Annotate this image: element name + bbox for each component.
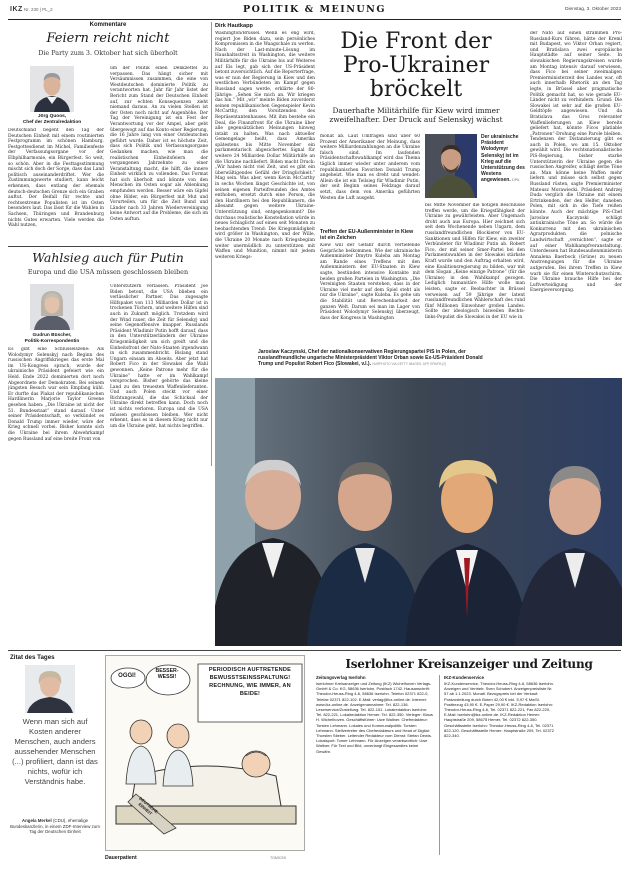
main-text-col4: der Nato auf einen strammen Pro-Russland-Kurs führen, hätte der Kreml mit Budapest, wo Viktor Orban regiert, und Bratislava zwei europäische Hauptstädte auf seiner Seite. In slowakischen Regierungskreisen wurde am Montag intensiv darauf verwiesen, dass Fico bei seiner zweimaligen Premierministerzeit des Landes war, oft auch innerhalb Rhetorik an den Tag legte, in Brüssel aber pragmatische Politik gemacht hat, so wie gerade EU-Länder nicht zu verhindern. Grund: Die Slowakei ist sehr auf die großen EU-Geldtöpfe angewiesen. Und da Bratislava das Gros relevanter Waffenlieferungen an Kiew bereits geliefert hat, könnte Ficos platiable „Patronen“-Drohung eine Parole bleiben. Tendenzen der Distanzierung gibt es auch in Polen, wo am 15. Oktober gewählt wird. Die rechtsnationalistische PiS-Regierung, bisher starke Unterstützerin der Ukraine gegen die russischen Angreifer, schlägt derbe Töne an. Man könne keine Waffen mehr liefern und müsse sich selbst gegen Russland rüsten, sagte Premierminister Mateusz Morawiecki. Präsident Andrzej Duda verglich die Ukraine mit einem Ertrinkenden, der den Helfer, daneben Polen, mit sich in die Tiefe reißen könnte. Auch der mächtige PiS-Chef Jaroslaw Kaczynski schlägt antiukrainische Töne an. So würde die Konkurrenz mit den ukrainischen Agrarprodukten die polnische Landwirtschaft „vernichten“, sagte er auf einer Wahlkampfveranstaltung. Unterdessen hat Bundesaußenministerin Annalena Baerbock (Grüne) zu neuen Anstrengungen für die Ukraine aufgerufen. Bei ihrem Treffen in Kiew warb sie für einen Winterschutzschirm. Die Ukraine brauche Hilfe bei der Luftverteidigung und der Energieversorgung. bbox=[530, 31, 622, 294]
main-headline: Die Front der Pro-Ukrainer bröckelt bbox=[340, 29, 492, 102]
merkel-portrait bbox=[25, 665, 75, 713]
zitat-role: (CDU), ehemalige Bundeskanzlerin, in einem ZDF-Interview zum Tag der Deutschen Einheit bbox=[10, 818, 100, 835]
cartoon-bubble-oggi: OGGI! bbox=[118, 673, 136, 679]
kommentar2-headline: Wahlsieg auch für Putin bbox=[32, 250, 184, 265]
cartoon-bubble-wessi: BESSER-WESSI! bbox=[155, 668, 179, 681]
main-byline: Dirk Hautkapp bbox=[215, 23, 253, 29]
author-role-buescher: Politik-Korrespondentin bbox=[24, 339, 80, 344]
main-text-col3: bis Mitte November die nötigen Beschlüsse treffen werde, um die Kriegsfähigkeit der Ukraine zu gewährleisten. Aber Ungemach droht auch aus Europa. Hier zeichnet sich seit dem Wochenende neben Ungarn, dem russlandfreundlichen Blockierer von EU-Sanktionen und Hilfen für Kiew, ein zweiter Verbündeter für Wladimir Putin ab. Robert Fico, der mit seiner Smer-Partei bei den Parlamentswahlen in der Slowakei stärkste Kraft wurde und den Auftrag erhalten wird, eine Koalitionsregierung zu bilden, war mit dem Slogan „Keine einzige Patrone“ (für die Ukraine) in den Wahlkampf gezogen. Lediglich humanitäre Hilfe wolle man leisten, sagte er. Beobachter in Brüssel verweisen auf 59 Jährige der latent russlandfreundlichen Wählerschaft des rund fünf Millionen Einwohner großen Landes. Sollte der ideologisch bisweilen Rechts-links-Populist die Slowakei in der EU wie in bbox=[425, 203, 525, 320]
kommentar-headline: Feiern reicht nicht bbox=[46, 31, 170, 46]
cartoon-bed-text: DEUTSCHE EINHEIT bbox=[137, 795, 160, 817]
kommentar-kicker: Kommentare bbox=[89, 22, 127, 28]
issue-number: Nr. 230 | PL_2 bbox=[24, 7, 53, 12]
zitat-name: Angela Merkel bbox=[21, 818, 52, 823]
impressum-col1-title: Zeitungsverlag Iserlohn bbox=[316, 675, 366, 680]
zitat-quote: Wenn man sich auf Kosten anderer Menschen, auch anders aussehender Menschen (...) profiliert, dann ist das nichts, wofür ich Verständnis habe. bbox=[12, 717, 98, 786]
zitat-kicker: Zitat des Tages bbox=[10, 654, 55, 661]
cartoon-banner-text: PERIODISCH AUFTRETENDE BEWUSSTSEINSSPALTUNG! RECHNUNG, WIE IMMER, AN BEIDE! bbox=[208, 667, 292, 697]
main-teaser: Dauerhafte Militärhilfe für Kiew wird immer zweifelhafter. Der Druck auf Selenskyj wächst bbox=[329, 106, 503, 124]
kommentar2-subheadline: Europa und die USA müssen geschlossen bleiben bbox=[27, 268, 189, 276]
zelensky-photo bbox=[425, 134, 477, 198]
issue-date: Dienstag, 3. Oktober 2023 bbox=[565, 7, 621, 12]
author-name-buescher: Gudrun Büscher, bbox=[32, 333, 72, 338]
impressum-col2: IKZ-Kundenservice, Theodor-Heuss-Ring 4-6, 58636 Iserlohn. Anzeigen und Vertrieb: Sven Schubert. Anzeigenpreisliste Nr. 57 ab 1.1.2023. Monatl. Bezugspreis bei der Verkauf: Postzustellung durch Boten 42,00 € inkl. 5,97 € MwSt. Postbezug 43,90 €. E-Paper 29,90 €. IKZ-Redaktion Iserlohn: Theodor-Heuss-Ring 4-6, Tel. 02371 822-221, Fax 822-220, E-Mail: iserlohn@ikz-online.de. IKZ-Redaktion Hemer: Hauptstraße 209, 58675 Hemer, Tel. 02372 822-350. Geschäftsstelle Iserlohn: Theodor-Heuss-Ring 4-6, Tel. 02371 822-120. Geschäftsstelle Hemer: Hauptstraße 209, Tel. 02372 822-340. bbox=[444, 681, 554, 739]
zelensky-caption-text: Der ukrainische Präsident Wolodymyr Selenskyj ist im Krieg auf die Unterstützung des Westens angewiesen. bbox=[481, 134, 525, 184]
impressum-col2-title: IKZ-Kundenservice bbox=[444, 675, 485, 680]
kommentar2-text-col1: Es gibt eine Schlüsselszene: Als Wolodymyr Selenskyj nach Beginn des russischen Angriffskrieges das erste Mal im US-Kongress sprach, wurde der ukrainische Präsident gefeiert wie ein Held. Ende 2022 dominierten dort noch Abgeordnete der Demokraten. Bei seinem jüngsten Besuch war sein Empfang kühl. Er durfte das Plakat der republikanischen Hardlinerin Marjorie Taylor Greene gesehen haben: „Die Ukraine ist nicht der 51. Bundesstaat“ stand darauf. Unter seiner Präsidentschaft, so verkündet es Donald Trump immer wieder, wäre der Krieg schnell vorbei. Bisher konnte sich die Ukraine bei ihrem Abwehrkampf gegen Russland auf eine breite Front von bbox=[8, 347, 104, 442]
masthead-logo: IKZ bbox=[10, 6, 23, 13]
politicians-photo bbox=[215, 378, 622, 646]
politicians-caption-text: Jaroslaw Kaczynski, Chef der nationalkonservativen Regierungspartei PiS in Polen, der russlandfreundliche ungarische Ministerpräsident Viktor Orban sowie Ex-US-Präsident Donald Trump und Populist Robert Fico (Slowakei, v.l.). bbox=[258, 349, 483, 368]
author-portrait-quoos bbox=[30, 66, 74, 112]
author-portrait-buescher bbox=[30, 284, 74, 330]
zelensky-caption-credit: DPA bbox=[512, 178, 520, 183]
impressum-masthead: Iserlohner Kreisanzeiger und Zeitung bbox=[345, 657, 593, 671]
kommentar-divider bbox=[8, 246, 208, 247]
column-separator bbox=[211, 22, 212, 466]
author-name-quoos: Jörg Quoos, bbox=[37, 114, 67, 119]
main-text-col1: Washington/Brüssel. Wenn es eng wird, regiert Joe Biden dazu, sein persönliches Kompromissen in die Waagschale zu werfen. Nach der Last-minute-Lösung im Haushaltsstreit in Washington, die weitere Militärhilfe für die Ukraine bis auf Weiteres auf Eis legt, gab sich der US-Präsident betont zuversichtlich. Auf die Reporterfrage, was er nun der Regierung in Kiew und den westlichen Verbündeten im Kampf gegen Russland sagen werde, erklärte der 80-Jährige: „Sehen Sie mich an. Wir kriegen das hin.“ Mit „wir“ meinte Biden zuvorderst seinen republikanischen Gegenspieler Kevin McCarthy, den Vorsitzenden des Repräsentantenhauses. Mit ihm bestehe ein Deal, die Finanzfront für die Ukraine über alle gegensätzlichen Meinungen hinweg intakt zu halten. Was nach aktueller Gemengelage heißt, dass Amerika spätestens bis Mitte November ein parlamentarisch abgesichertes Signal für weitere 24 Milliarden Dollar Militärhilfe an die Ukraine nachliefert. Biden macht Druck: „Wir haben nicht viel Zeit, und es gibt ein überwältigendes Gefühl der Dringlichkeit.“ Mag sein. Was aber, wenn Kevin McCarthy in sechs Wochen längst Geschichte ist, von seinen eigenen Parteifreunden des Amtes enthoben, ersetzt durch eine Person, die den Hardlinern bei den Republikanern, die allesamt gegen weitere Ukraine-Unterstützung sind, entgegenkommt? Die durchaus realistische Konstellation würde in neues Schlaglicht auf einen seit Monaten zu beobachtenden Trend: Die Kriegsmüdigkeit wird größer in Washington, und der Wille, die Ukraine 20 Monate nach Kriegsbeginn weiter unermüdlich zu unterstützen mit Waffen und Munition, nimmt mit jedem weiteren Kriegs- bbox=[215, 31, 315, 260]
bottom-divider bbox=[8, 650, 621, 651]
zitat-attribution bbox=[10, 818, 100, 835]
zelensky-caption bbox=[481, 134, 527, 184]
impressum-col1: Iserlohner Kreisanzeiger und Zeitung (IKZ) Wichelhoven Verlags-GmbH & Co. KG, 58636 Iserlohn, Postfach 1742. Hausanschrift: Theodor-Heuss-Ring 4-6, 58636 Iserlohn. Telefon 02371 822-0, Telefax 02371 822-102. E-Mail: verlag@ikz-online.de. Internet: www.ikz-online.de. Anzeigenannahme: Tel. 822-136. Leserservice/Zustellung: Tel. 822-151. Lokalredaktion Iserlohn: Tel. 822-221. Lokalredaktion Hemer: Tel. 822-350. Verleger: Klaus H. Wichelhoven. Geschäftsführer: Uwe Wallner. Chefredakteur: Torsten Lehmann. Lokales und Kommunalpolitik: Torsten Lehmann. Stellvertreter des Chefredakteurs und Head of Digital: Thorsten Stieber. Leitender Redakteur vom Dienst: Stefan Dewis. Lokalsport: Tomer Lehmann. Für Anzeigen verantwortlich: Uwe Wallner. Für Text und Bild, unverlangt Eingesandtes keine Gewähr. bbox=[316, 681, 433, 754]
politicians-caption-credit: NURPHOTO VIA GETTY IMAGES, AFP, EPA/PA (2) bbox=[372, 362, 446, 367]
cartoon-title: Dauerpatient bbox=[105, 855, 137, 861]
main-text-col2b: Kiew will der Gefahr durch vertiefende Gespräche beikommen. Wie der ukrainische Außenminister Dmytro Kuleba am Montag am Rande eines Treffens mit den Außenministern der EU-Staaten in Kiew sagte, bestünden intensive Kontakte mit beiden großen Parteien in Washington. „Die Vereinigten Staaten verstehen, dass in der Ukraine viel mehr auf dem Spiel steht als nur die Ukraine“, sagte Kuleba. Es gehe um die Stabilität und Berechenbarkeit der ganzen Welt. Darum sei man im Lager von Präsident Wolodymyr Selenskyj überzeugt, dass der Kongress in Washington bbox=[320, 243, 420, 321]
main-subhead: Treffen der EU-Außenminister in Kiew ist ein Zeichen bbox=[320, 229, 414, 241]
section-title: POLITIK & MEINUNG bbox=[243, 4, 386, 15]
kommentar-text-col1: Deutschland begeht den Tag der Deutschen Einheit mit einem routinierten Festprogramm im schönen Hamburg. Festgottesdienst im Michel, Familienfeste der Verfassungsorgane vor der Elbphilharmonie, ein Bürgerfest. So weit, so schön. Aber in die Festtagsstimmung mischt sich doch der Sorge, dass das Land politisch auseinanderdriftet. Wer die Zustimmungswerte studiert, kann leicht erkennen, dass entlang der ehemals deutsch-deutschen Grenze sich ein Graben auftut. Der Beifall für rechte und rechtsextreme Populisten ist im Osten besonders laut. Das lässt für die Wahlen in Sachsen, Thüringen und Brandenburg nichts Gutes erwarten. Viele werden die Wahl nutzen, bbox=[8, 128, 104, 229]
impressum-separator bbox=[439, 675, 440, 855]
kommentar-subheadline: Die Party zum 3. Oktober hat sich überholt bbox=[38, 49, 178, 57]
kommentar2-text-col2: Unterstützern verlassen. Präsident Joe Biden betont, die USA blieben ein verlässlicher Partner. Das zugesagte Hilfspaket von 113 Milliarden Dollar ist in trockenen Tüchern, und weitere Hilfen sind auch in Zukunft möglich. Trotzdem wird der Wind rauer, die Zeit für Selenskyj und seine Gegenoffensive knapper. Russlands Präsident Wladimir Putin hofft darauf, dass in den Unterstützerländern der Ukraine Kriegsmüdigkeit um sich greift und die Einheitsfront der Nato-Staaten irgendwann in sich zusammenbricht. Bislang stand Ungarn einsam im Abseits. Aber jetzt hat Robert Fico in der Slowakei die Wahl gewonnen. „Keine Patrone mehr für die Ukraine“ hatte er im Wahlkampf versprochen. Bisher gehörte das kleine Land zu den treuesten Waffenlieferanten. Und auch Polen steckt vor einer Richtungswahl, die das Schicksal der Ukraine direkt betreffen kann. Doch noch ist nichts verloren. Europa und die USA müssen geschlossen bleiben. Wer nicht erkennt, dass es in diesem Krieg nicht nur um die Ukraine geht, hat nichts begriffen. bbox=[110, 284, 208, 429]
main-text-col2a: monat ab. Laut Umfragen sind über 60 Prozent der Amerikaner der Meinung, dass weitere Milliardenzahlungen an die Ukraine falsch sind. Im laufenden Präsidentschaftswahlkampf wird das Thema täglich immer wieder unter anderem vom republikanischen Favoriten Donald Trump angeheizt. Wie man es dreht und wendet: Allein die ist ein Teilsieg für Wladimir Putin, der seit Beginn seines Feldzugs darauf setzt, dass dem von Amerika geführten Westen die Luft ausgeht. bbox=[320, 134, 420, 201]
politicians-photo-caption bbox=[258, 349, 490, 368]
header-rule bbox=[8, 19, 621, 20]
cartoon-credit: TOMICEK bbox=[270, 856, 287, 860]
author-role-quoos: Chef der Zentralredaktion bbox=[22, 120, 82, 125]
kommentar-text-col2: um der Politik einen Denkzettel zu verpassen. Das hängt sicher mit Versäumnissen zusammen, die eine von Westdeutschen dominierte Politik zu verantworten hat. Jahr für Jahr listet der Bericht zum Stand der Deutschen Einheit auf, zur echten Konsequenzen zieht niemand daraus. An zu vielen Stellen ist der Osten noch nicht auf Augenhöhe. Der Tag der Vereinigung ist ein Fest der Verantwortung vor der Ampel, aber gebt übergewogt auf das Konto einer Regierung, die 16 Jahre lang von einer Ostdeutschen geführt wurde. Daher ist es höchste Zeit, dass sich Politik und Verfassungsorgane Gedanken machen, wie man die realistischen Einheitsfeiern der vergangenen Jahrzehnte zu einer Veranstaltung macht, die hilft, die innere Einheit wirklich zu vollenden. Das Format hat sich überholt und könnte von den Menschen im Osten sogar als Ablenkung empfunden werden. Besser wäre ein Gipfel ohne Bilder, ein Bürgerfest mit Mut und Vorurteilen, um für die Zeit Bund und Länder nach 33 Jahren Wiedervereinigung keine Antwort auf die Probleme, die sich im Osten auftun. bbox=[110, 66, 208, 223]
